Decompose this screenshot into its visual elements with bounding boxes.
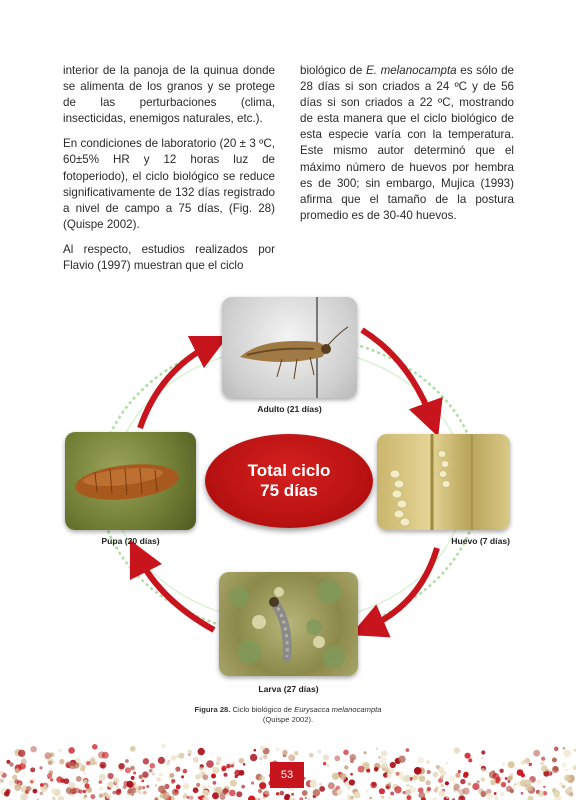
stage-label-larva: Larva (27 días) <box>258 684 319 694</box>
arrow-adulto-huevo <box>362 330 432 420</box>
paragraph: interior de la panoja de la quinua donde se alimenta de los granos y se protege de las perturbaciones (clima, insecticidas, enemigos naturales, etc.). <box>63 64 275 126</box>
larva-icon <box>219 572 358 676</box>
pupa-photo <box>65 432 196 530</box>
paragraph: Al respecto, estudios realizados por Flavio (1997) muestran que el ciclo <box>63 242 275 273</box>
pupa-icon <box>65 432 196 530</box>
text-run: biológico de <box>300 64 366 77</box>
total-cycle-title: Total ciclo <box>247 461 331 480</box>
figure-caption <box>140 705 436 725</box>
page-number: 53 <box>270 762 304 788</box>
eggs-icon <box>377 434 510 530</box>
stage-label-huevo: Huevo (7 días) <box>451 536 510 546</box>
stage-label-pupa: Pupa (20 días) <box>101 536 160 546</box>
caption-species: Eurysacca melanocampta <box>294 705 382 714</box>
text-run: es sólo de 28 días si son criados a 24 ºC y de 56 días si son criados a 22 ºC, mostrando de esta manera que el ciclo biológico de esta especie varía con la temperatura. Este mismo autor determinó que el máximo número de huevos por hembra es de 300; sin embargo, Mujica (1993) afirma que el tamaño de la postura promedio es de 30-40 huevos. <box>300 64 514 222</box>
moth-icon <box>222 297 357 398</box>
total-cycle-days: 75 días <box>260 481 318 500</box>
adult-moth-photo <box>222 297 357 398</box>
species-name: E. melanocampta <box>365 64 457 77</box>
eggs-photo <box>377 434 510 530</box>
arrow-pupa-adulto <box>140 344 212 428</box>
total-cycle-oval <box>205 434 373 528</box>
paragraph: En condiciones de laboratorio (20 ± 3 ºC, 60±5% HR y 12 horas luz de fotoperiodo), el ciclo biológico se reduce significativamente de 132 días registrado a nivel de campo a 75 días, (Fig. 28) (Quispe 2002). <box>63 137 275 231</box>
stage-label-adulto: Adulto (21 días) <box>257 404 322 414</box>
caption-text: Ciclo biológico de <box>230 705 295 714</box>
arrow-huevo-larva <box>367 548 437 628</box>
larva-photo <box>219 572 358 676</box>
caption-label: Figura 28. <box>194 705 231 714</box>
caption-source: (Quispe 2002). <box>262 715 314 724</box>
